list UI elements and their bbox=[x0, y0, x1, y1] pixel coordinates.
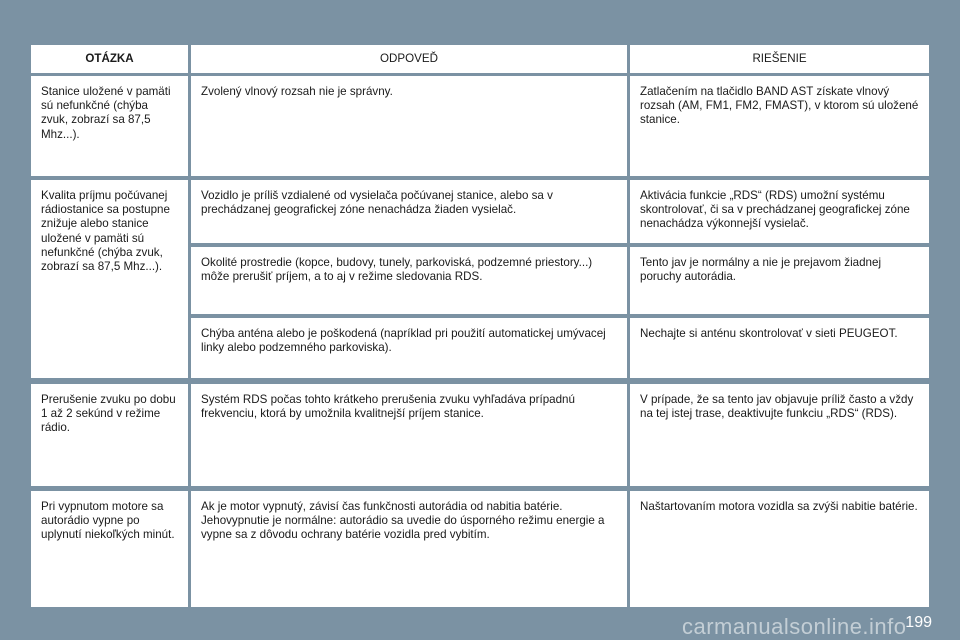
row2-question: Kvalita príjmu počúvanej rádiostanice sa postupne znižuje alebo stanice uložené v pamäti sú nefunkčné (chýba zvuk, zobrazí sa 87,5 Mhz...). bbox=[31, 180, 188, 378]
header-solution: RIEŠENIE bbox=[630, 45, 929, 73]
row2-answer-2: Okolité prostredie (kopce, budovy, tunely, parkoviská, podzemné priestory...) môže prerušiť príjem, a to aj v režime sledovania RDS. bbox=[191, 247, 627, 314]
watermark: carmanualsonline.info bbox=[682, 614, 907, 639]
row2-solution-2: Tento jav je normálny a nie je prejavom žiadnej poruchy autorádia. bbox=[630, 247, 929, 314]
row2-solution-3: Nechajte si anténu skontrolovať v sieti PEUGEOT. bbox=[630, 318, 929, 378]
row3-solution: V prípade, že sa tento jav objavuje príliž často a vždy na tej istej trase, deaktivujte funkciu „RDS“ (RDS). bbox=[630, 384, 929, 486]
row4-question: Pri vypnutom motore sa autorádio vypne po uplynutí niekoľkých minút. bbox=[31, 491, 188, 607]
row3-answer: Systém RDS počas tohto krátkeho prerušenia zvuku vyhľadáva prípadnú frekvenciu, ktorá by umožnila kvalitnejší príjem stanice. bbox=[191, 384, 627, 486]
page-number: 199 bbox=[905, 614, 932, 631]
row2-answer-1: Vozidlo je príliš vzdialené od vysielača počúvanej stanice, alebo sa v prechádzanej geografickej zóne nenachádza žiaden vysielač. bbox=[191, 180, 627, 243]
row2-solution-1: Aktivácia funkcie „RDS“ (RDS) umožní systému skontrolovať, či sa v prechádzanej geografickej zóne nenachádza výkonnejší vysielač. bbox=[630, 180, 929, 243]
row4-answer: Ak je motor vypnutý, závisí čas funkčnosti autorádia od nabitia batérie. Jehovypnutie je normálne: autorádio sa uvedie do úsporného režimu energie a vypne sa z dôvodu ochrany batérie vozidla pred vybitím. bbox=[191, 491, 627, 607]
row1-answer: Zvolený vlnový rozsah nie je správny. bbox=[191, 76, 627, 176]
row4-solution: Naštartovaním motora vozidla sa zvýši nabitie batérie. bbox=[630, 491, 929, 607]
row1-question: Stanice uložené v pamäti sú nefunkčné (chýba zvuk, zobrazí sa 87,5 Mhz...). bbox=[31, 76, 188, 176]
row1-solution: Zatlačením na tlačidlo BAND AST získate vlnový rozsah (AM, FM1, FM2, FMAST), v ktorom sú uložené stanice. bbox=[630, 76, 929, 176]
row3-question: Prerušenie zvuku po dobu 1 až 2 sekúnd v režime rádio. bbox=[31, 384, 188, 486]
row2-answer-3: Chýba anténa alebo je poškodená (napríklad pri použití automatickej umývacej linky alebo podzemného parkoviska). bbox=[191, 318, 627, 378]
header-answer: ODPOVEĎ bbox=[191, 45, 627, 73]
header-question: OTÁZKA bbox=[31, 45, 188, 73]
